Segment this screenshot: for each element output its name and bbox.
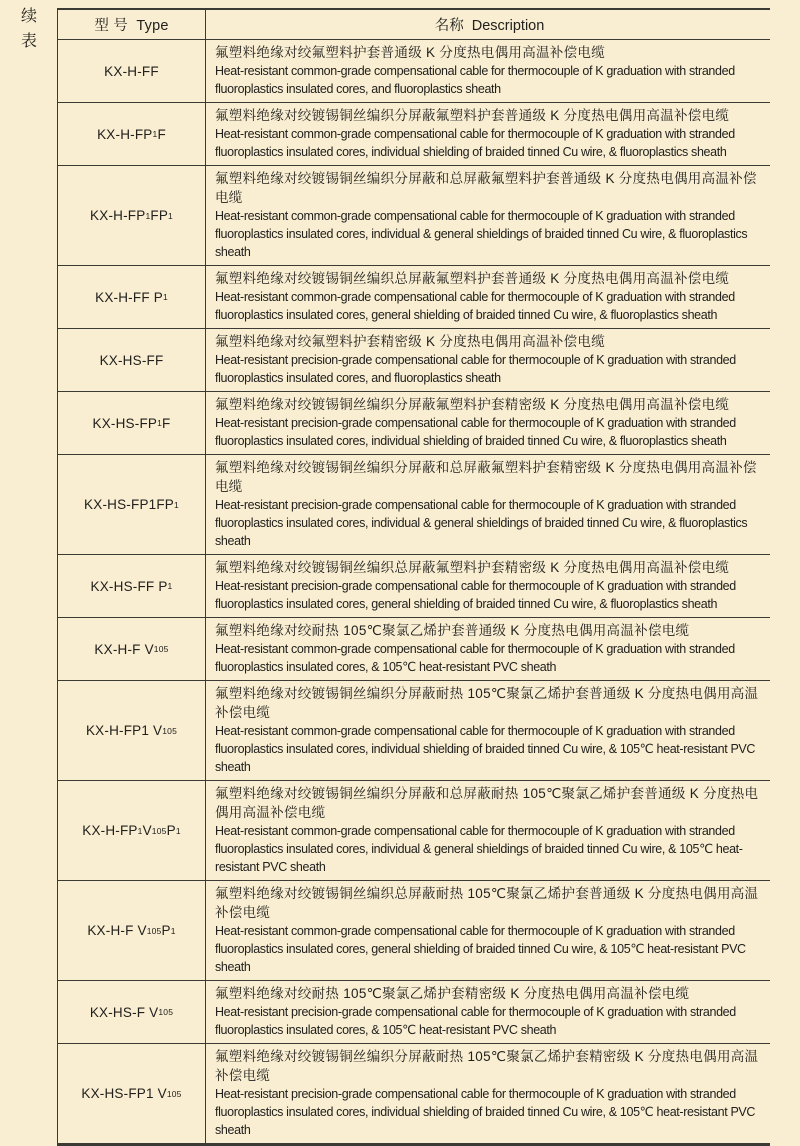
description-english: Heat-resistant common-grade compensational cable for thermocouple of K graduation with stranded fluoroplastics insulated cores, individual & general shieldings of braided tinned Cu wire, & fluoroplastics sheath (215, 209, 748, 259)
description-cell (206, 881, 770, 980)
description-english: Heat-resistant precision-grade compensational cable for thermocouple of K graduation with stranded fluoroplastics insulated cores, and fluoroplastics sheath (215, 353, 736, 385)
type-cell: KX-H-FP 1 F (58, 103, 206, 165)
column-header-type: 型 号 Type (58, 10, 206, 39)
description-cell (206, 555, 770, 617)
table-row (58, 329, 770, 392)
type-cell: KX-H-FP1 V 105 (58, 681, 206, 780)
type-cell: KX-HS-FP 1 F (58, 392, 206, 454)
description-cell (206, 681, 770, 780)
table-row (58, 555, 770, 618)
table-row (58, 781, 770, 881)
description-english: Heat-resistant precision-grade compensational cable for thermocouple of K graduation with stranded fluoroplastics insulated cores, & 105℃ heat-resistant PVC sheath (215, 1005, 736, 1037)
table-row (58, 455, 770, 555)
table-row (58, 881, 770, 981)
description-chinese: 氟塑料绝缘对绞镀锡铜丝编织总屏蔽耐热 105℃聚氯乙烯护套普通级 K 分度热电偶用高温补偿电缆 (215, 886, 759, 920)
description-chinese: 氟塑料绝缘对绞镀锡铜丝编织分屏蔽氟塑料护套精密级 K 分度热电偶用高温补偿电缆 (215, 397, 730, 412)
description-chinese: 氟塑料绝缘对绞氟塑料护套精密级 K 分度热电偶用高温补偿电缆 (215, 334, 606, 349)
description-cell (206, 103, 770, 165)
description-cell (206, 40, 770, 102)
type-cell: KX-HS-FP1FP 1 (58, 455, 206, 554)
description-chinese: 氟塑料绝缘对绞镀锡铜丝编织分屏蔽和总屏蔽氟塑料护套精密级 K 分度热电偶用高温补偿电缆 (215, 460, 757, 494)
description-cell (206, 166, 770, 265)
table-row (58, 266, 770, 329)
description-chinese: 氟塑料绝缘对绞耐热 105℃聚氯乙烯护套普通级 K 分度热电偶用高温补偿电缆 (215, 623, 690, 638)
type-cell: KX-H-FP 1 FP 1 (58, 166, 206, 265)
table-row (58, 681, 770, 781)
description-chinese: 氟塑料绝缘对绞氟塑料护套普通级 K 分度热电偶用高温补偿电缆 (215, 45, 606, 60)
description-cell (206, 981, 770, 1043)
table-row (58, 166, 770, 266)
description-english: Heat-resistant precision-grade compensational cable for thermocouple of K graduation with stranded fluoroplastics insulated cores, general shielding of braided tinned Cu wire, & fluoroplastics sheath (215, 579, 736, 611)
type-cell: KX-HS-FP1 V 105 (58, 1044, 206, 1143)
description-cell (206, 266, 770, 328)
type-cell: KX-HS-FF (58, 329, 206, 391)
description-chinese: 氟塑料绝缘对绞镀锡铜丝编织分屏蔽耐热 105℃聚氯乙烯护套普通级 K 分度热电偶用高温补偿电缆 (215, 686, 759, 720)
description-chinese: 氟塑料绝缘对绞镀锡铜丝编织分屏蔽和总屏蔽氟塑料护套普通级 K 分度热电偶用高温补偿电缆 (215, 171, 757, 205)
description-chinese: 氟塑料绝缘对绞镀锡铜丝编织总屏蔽氟塑料护套普通级 K 分度热电偶用高温补偿电缆 (215, 271, 730, 286)
description-english: Heat-resistant common-grade compensational cable for thermocouple of K graduation with stranded fluoroplastics insulated cores, individual shielding of braided tinned Cu wire, & fluoroplastics sheath (215, 127, 735, 159)
description-english: Heat-resistant precision-grade compensational cable for thermocouple of K graduation with stranded fluoroplastics insulated cores, individual & general shieldings of braided tinned Cu wire, & fluoroplastics sheath (215, 498, 748, 548)
column-header-description: 名称 Description (434, 17, 545, 34)
cable-type-table (57, 8, 770, 1146)
table-row (58, 1044, 770, 1143)
description-cell (206, 781, 770, 880)
description-cell (206, 618, 770, 680)
type-cell: KX-HS-FF P 1 (58, 555, 206, 617)
table-row (58, 392, 770, 455)
description-english: Heat-resistant common-grade compensational cable for thermocouple of K graduation with stranded fluoroplastics insulated cores, general shielding of braided tinned Cu wire, & fluoroplastics sheath (215, 290, 735, 322)
description-english: Heat-resistant common-grade compensational cable for thermocouple of K graduation with stranded fluoroplastics insulated cores, and fluoroplastics sheath (215, 64, 735, 96)
type-cell: KX-H-F V 105 P 1 (58, 881, 206, 980)
description-chinese: 氟塑料绝缘对绞镀锡铜丝编织分屏蔽和总屏蔽耐热 105℃聚氯乙烯护套普通级 K 分度热电偶用高温补偿电缆 (215, 786, 759, 820)
type-cell: KX-H-F V 105 (58, 618, 206, 680)
description-cell (206, 455, 770, 554)
description-english: Heat-resistant precision-grade compensational cable for thermocouple of K graduation with stranded fluoroplastics insulated cores, individual shielding of braided tinned Cu wire, & 105℃ heat-resistant PVC sheath (215, 1087, 756, 1137)
description-cell (206, 392, 770, 454)
description-chinese: 氟塑料绝缘对绞镀锡铜丝编织分屏蔽耐热 105℃聚氯乙烯护套精密级 K 分度热电偶用高温补偿电缆 (215, 1049, 759, 1083)
table-row (58, 103, 770, 166)
description-english: Heat-resistant common-grade compensational cable for thermocouple of K graduation with stranded fluoroplastics insulated cores, individual & general shieldings of braided tinned Cu wire, & 105℃ heat-resistant PVC sheath (215, 824, 743, 874)
type-cell: KX-H-FF P 1 (58, 266, 206, 328)
description-cell (206, 1044, 770, 1143)
description-cell (206, 329, 770, 391)
continued-table-label: 续表 (21, 8, 38, 50)
description-english: Heat-resistant common-grade compensational cable for thermocouple of K graduation with stranded fluoroplastics insulated cores, general shielding of braided tinned Cu wire, & 105℃ heat-resistant PVC sheath (215, 924, 746, 974)
table-row (58, 618, 770, 681)
table-row (58, 981, 770, 1044)
type-cell: KX-H-FF (58, 40, 206, 102)
description-english: Heat-resistant common-grade compensational cable for thermocouple of K graduation with stranded fluoroplastics insulated cores, individual shielding of braided tinned Cu wire, & 105℃ heat-resistant PVC sheath (215, 724, 756, 774)
description-english: Heat-resistant common-grade compensational cable for thermocouple of K graduation with stranded fluoroplastics insulated cores, & 105℃ heat-resistant PVC sheath (215, 642, 735, 674)
table-header-row (58, 10, 770, 40)
description-chinese: 氟塑料绝缘对绞镀锡铜丝编织分屏蔽氟塑料护套普通级 K 分度热电偶用高温补偿电缆 (215, 108, 730, 123)
description-chinese: 氟塑料绝缘对绞镀锡铜丝编织总屏蔽氟塑料护套精密级 K 分度热电偶用高温补偿电缆 (215, 560, 730, 575)
description-chinese: 氟塑料绝缘对绞耐热 105℃聚氯乙烯护套精密级 K 分度热电偶用高温补偿电缆 (215, 986, 690, 1001)
table-row (58, 40, 770, 103)
type-cell: KX-H-FP 1 V 105 P 1 (58, 781, 206, 880)
type-cell: KX-HS-F V 105 (58, 981, 206, 1043)
description-english: Heat-resistant precision-grade compensational cable for thermocouple of K graduation with stranded fluoroplastics insulated cores, individual shielding of braided tinned Cu wire, & fluoroplastics sheath (215, 416, 736, 448)
